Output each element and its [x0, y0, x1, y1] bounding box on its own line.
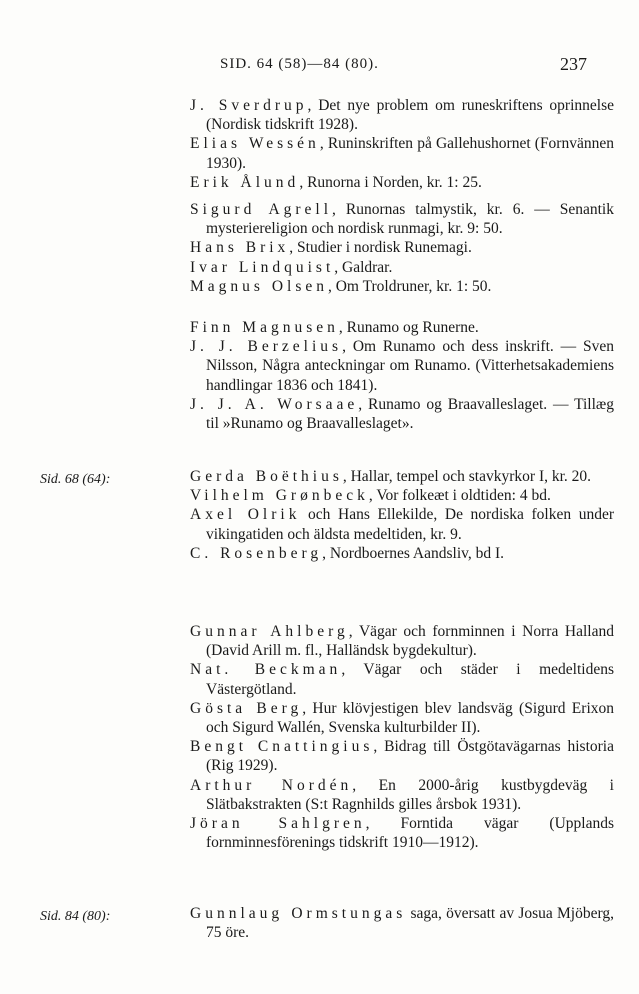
bibliography-entry: Gunnar Ahlberg, Vägar och fornminnen i Norra Halland (David Arill m. fl., Halländsk bygdekultur). — [190, 623, 614, 660]
bibliography-entry: Bengt Cnattingius, Bidrag till Östgötavägarnas historia (Rig 1929). — [190, 738, 614, 775]
bibliography-entry: Vilhelm Grønbeck, Vor folkeæt i oldtiden: 4 bd. — [190, 487, 551, 505]
bibliography-entry: Gerda Boëthius, Hallar, tempel och stavkyrkor I, kr. 20. — [190, 468, 592, 485]
bibliography-entry: Ivar Lindquist, Galdrar. — [190, 258, 393, 276]
bibliography-entry: J. J. Berzelius, Om Runamo och dess inskrift. — Sven Nilsson, Några anteckningar om Runamo. (Vitterhetsakademiens handlingar 1836 och 1841). — [190, 338, 614, 394]
bibliography-entry: J. Sverdrup, Det nye problem om runeskriftens oprinnelse (Nordisk tidskrift 1928). — [190, 97, 614, 134]
running-header — [0, 54, 639, 78]
section-label: Sid. 68 (64): — [40, 472, 111, 487]
bibliography-group-runic-origins — [190, 96, 614, 192]
bibliography-entry: Gunnlaug Ormstungas saga, översatt av Josua Mjöberg, 75 öre. — [190, 905, 614, 942]
bibliography-group-rune-magic — [190, 200, 614, 296]
bibliography-group-roads — [190, 622, 614, 852]
bibliography-entry: Erik Ålund, Runorna i Norden, kr. 1: 25. — [190, 173, 482, 191]
bibliography-group-runamo — [190, 318, 614, 433]
bibliography-entry: Arthur Nordén, En 2000-årig kustbygdeväg i Slätbakstrakten (S:t Ragnhilds gilles årsbok 1931). — [190, 776, 614, 813]
bibliography-entry: Axel Olrik och Hans Ellekilde, De nordiska folken under vikingatiden och äldsta medeltiden, kr. 9. — [190, 506, 615, 543]
bibliography-entry: J. J. A. Worsaae, Runamo og Braavalleslaget. — Tillæg til »Runamo og Braavalleslaget». — [190, 395, 614, 433]
bibliography-entry: Gösta Berg, Hur klövjestigen blev landsväg (Sigurd Erixon och Sigurd Wallén, Svenska kulturbilder II). — [190, 699, 614, 737]
bibliography-entry: Finn Magnusen, Runamo og Runerne. — [190, 319, 479, 336]
bibliography-entry: Elias Wessén, Runinskriften på Gallehushornet (Fornvännen 1930). — [190, 135, 614, 172]
bibliography-entry: Hans Brix, Studier i nordisk Runemagi. — [190, 239, 472, 257]
bibliography-group-sid-68 — [190, 467, 614, 563]
section-label: Sid. 84 (80): — [40, 909, 111, 924]
bibliography-entry: Jöran Sahlgren, Forntida vägar (Upplands fornminnesförenings tidskrift 1910—1912). — [190, 815, 614, 852]
bibliography-entry: Sigurd Agrell, Runornas talmystik, kr. 6. — Senantik mysteriereligion och nordisk runmagi, kr. 9: 50. — [190, 201, 614, 238]
bibliography-entry: Nat. Beckman, Vägar och städer i medeltidens Västergötland. — [190, 661, 614, 698]
bibliography-entry: C. Rosenberg, Nordboernes Aandsliv, bd I. — [190, 544, 505, 562]
page-number: 237 — [560, 54, 587, 74]
bibliography-group-sid-84 — [190, 904, 614, 942]
section-reference: SID. 64 (58)—84 (80). — [220, 56, 379, 72]
bibliography-entry: Magnus Olsen, Om Troldruner, kr. 1: 50. — [190, 277, 492, 295]
